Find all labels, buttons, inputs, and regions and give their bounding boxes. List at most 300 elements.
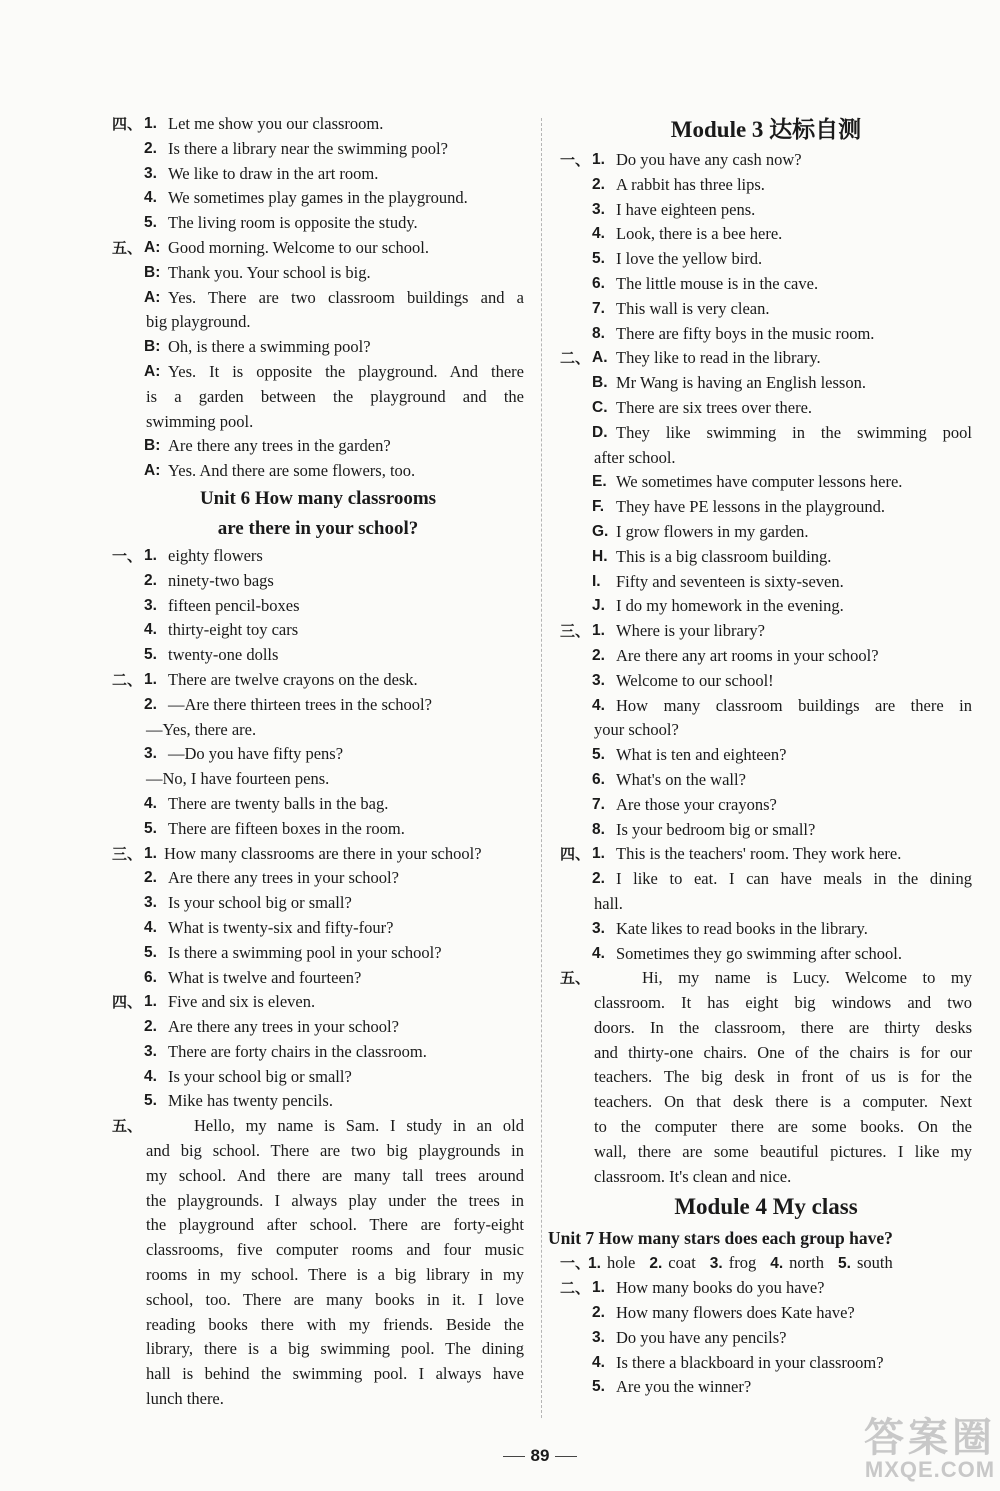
section-marker: 一、	[560, 151, 591, 169]
answer-line	[560, 818, 972, 843]
item-text: and thirty-one chairs. One of the chairs is for our	[594, 1042, 972, 1062]
paragraph-line	[112, 1362, 524, 1387]
item-text: Is there a swimming pool in your school?	[168, 942, 442, 962]
item-text: Welcome to our school!	[616, 670, 774, 690]
item-text: The living room is opposite the study.	[168, 213, 418, 233]
answer-line	[560, 446, 972, 471]
item-text: twenty-one dolls	[168, 645, 279, 665]
answer-line	[560, 173, 972, 198]
item-text: rooms in my school. There is a big library in my	[146, 1265, 524, 1285]
item-text: They have PE lessons in the playground.	[616, 497, 885, 517]
item-text: Do you have any cash now?	[616, 150, 802, 169]
item-number: 5.	[144, 214, 157, 232]
item-text: swimming pool.	[146, 411, 254, 431]
item-number: 7.	[592, 795, 605, 813]
item-text: Is your school big or small?	[168, 1066, 352, 1086]
item-text: fifteen pencil-boxes	[168, 595, 300, 615]
item-text: classroom. It has eight big windows and two	[594, 993, 972, 1013]
answer-line	[560, 421, 972, 446]
item-number: 3.	[144, 894, 157, 912]
answer-line	[112, 643, 524, 668]
answer-line	[112, 236, 524, 261]
answer-line	[560, 644, 972, 669]
item-number: F.	[592, 498, 605, 516]
item-text: hole	[606, 1253, 636, 1273]
item-number: 2.	[592, 1304, 605, 1322]
paragraph-line	[112, 1337, 524, 1362]
item-number: C.	[592, 398, 608, 416]
answer-line	[560, 892, 972, 917]
item-number: 3.	[144, 1042, 157, 1060]
item-number: 2.	[592, 175, 605, 193]
section-marker: 五、	[112, 1117, 143, 1136]
answer-line	[112, 1040, 524, 1065]
item-number: 6.	[592, 770, 605, 788]
paragraph-line	[112, 1263, 524, 1288]
item-text: The little mouse is in the cave.	[616, 273, 819, 293]
item-number: 2.	[144, 139, 157, 157]
item-text: There are fifty boys in the music room.	[616, 323, 875, 343]
answer-line	[112, 211, 524, 236]
item-text: Mike has twenty pencils.	[168, 1091, 333, 1111]
item-number: H.	[592, 547, 608, 565]
item-number: D.	[592, 423, 608, 441]
item-number: 5.	[592, 250, 605, 268]
item-text: reading books there with my friends. Beside the	[146, 1314, 524, 1334]
answer-line	[112, 693, 524, 718]
answer-line	[112, 742, 524, 767]
item-text: I like to eat. I can have meals in the dining	[616, 869, 972, 889]
item-text: I do my homework in the evening.	[616, 596, 844, 616]
paragraph-line	[560, 1140, 972, 1165]
answer-line	[112, 434, 524, 459]
paragraph-line	[560, 1090, 972, 1115]
answer-line	[560, 198, 972, 223]
item-number: A.	[592, 349, 608, 367]
paragraph-line	[112, 1288, 524, 1313]
module-heading: Module 4 My class	[674, 1194, 858, 1220]
answer-line	[112, 718, 524, 743]
item-text: Five and six is eleven.	[168, 992, 316, 1012]
item-text: Mr Wang is having an English lesson.	[616, 373, 866, 393]
answer-line	[112, 261, 524, 286]
item-number: 1.	[144, 115, 157, 132]
item-number: A:	[144, 462, 161, 480]
item-text: Yes. It is opposite the playground. And there	[168, 361, 524, 381]
item-number: 4.	[592, 1353, 605, 1371]
answer-line	[560, 867, 972, 892]
answer-line	[112, 162, 524, 187]
answer-line	[560, 297, 972, 322]
answer-line	[112, 842, 524, 867]
watermark-url: MXQE.COM	[864, 1457, 996, 1482]
answer-line	[112, 1065, 524, 1090]
item-number: A:	[144, 288, 161, 306]
item-number: 2.	[649, 1255, 663, 1273]
paragraph-line	[560, 1115, 972, 1140]
item-text: north	[789, 1253, 824, 1273]
item-number: 4.	[144, 189, 157, 207]
item-text: —Are there thirteen trees in the school?	[168, 694, 432, 714]
answer-line	[560, 743, 972, 768]
paragraph-line	[112, 1189, 524, 1214]
item-number: 1.	[592, 1279, 605, 1297]
item-text: your school?	[594, 720, 679, 740]
item-number: J.	[592, 597, 605, 615]
item-text: Kate likes to read books in the library.	[616, 918, 868, 938]
answer-line	[560, 322, 972, 347]
answer-line	[560, 222, 972, 247]
item-number: 2.	[592, 646, 605, 664]
item-text: and big school. There are two big playgrounds in	[146, 1141, 524, 1161]
item-text: big playground.	[146, 312, 251, 332]
item-text: hall.	[594, 893, 623, 913]
answer-line	[112, 594, 524, 619]
answer-line	[112, 990, 524, 1015]
answer-line	[560, 594, 972, 619]
item-text: We sometimes have computer lessons here.	[616, 472, 903, 492]
item-number: 2.	[144, 695, 157, 713]
item-number: 4.	[144, 1067, 157, 1085]
answer-line	[112, 966, 524, 991]
answer-line	[560, 942, 972, 967]
answer-line	[560, 1375, 972, 1400]
item-number: E.	[592, 473, 607, 491]
answer-line	[560, 694, 972, 719]
item-text: classroom. It's clean and nice.	[594, 1166, 792, 1186]
item-number: 6.	[144, 968, 157, 986]
answer-line	[112, 186, 524, 211]
item-number: 4.	[144, 621, 157, 639]
item-number: G.	[592, 522, 609, 540]
item-text: Let me show you our classroom.	[168, 114, 384, 133]
answer-line	[560, 619, 972, 644]
item-number: 1.	[592, 151, 605, 168]
section-marker: 四、	[112, 993, 143, 1012]
item-number: 1.	[144, 546, 157, 564]
answer-line	[560, 346, 972, 371]
answer-line	[112, 891, 524, 916]
answer-line	[560, 247, 972, 272]
item-text: What's on the wall?	[616, 769, 746, 789]
item-text: Is there a library near the swimming pool?	[168, 138, 448, 158]
item-text: my school. And there are many tall trees around	[146, 1165, 524, 1185]
item-number: 4.	[144, 794, 157, 812]
item-text: This is the teachers' room. They work here.	[616, 844, 902, 864]
item-text: I grow flowers in my garden.	[616, 521, 809, 541]
item-text: Are you the winner?	[616, 1377, 752, 1397]
item-text: They like swimming in the swimming pool	[616, 422, 972, 442]
item-text: Are there any trees in your school?	[168, 1017, 399, 1037]
answer-line	[560, 1301, 972, 1326]
item-text: school, too. There are many books in it. I love	[146, 1289, 524, 1309]
item-text: Look, there is a bee here.	[616, 224, 783, 244]
item-text: There are twenty balls in the bag.	[168, 793, 389, 813]
page-number-dash-left	[503, 1456, 525, 1457]
item-number: 8.	[592, 324, 605, 342]
item-number: 5.	[592, 746, 605, 764]
answer-line	[560, 272, 972, 297]
item-text: Hello, my name is Sam. I study in an old	[194, 1116, 524, 1136]
answer-line	[560, 793, 972, 818]
item-text: the playground after school. There are forty-eight	[146, 1215, 524, 1235]
paragraph-line	[112, 1313, 524, 1338]
item-text: What is twenty-six and fifty-four?	[168, 917, 394, 937]
item-text: What is ten and eighteen?	[616, 745, 787, 765]
paragraph-line	[560, 991, 972, 1016]
item-number: 1.	[588, 1255, 601, 1273]
section-marker: 一、	[560, 1254, 591, 1273]
paragraph-line	[112, 1387, 524, 1412]
item-text: lunch there.	[146, 1389, 224, 1409]
item-text: Do you have any pencils?	[616, 1327, 787, 1347]
answer-line	[560, 966, 972, 991]
item-text: Are there any trees in the garden?	[168, 436, 391, 456]
item-text: Is there a blackboard in your classroom?	[616, 1352, 884, 1372]
item-text: Hi, my name is Lucy. Welcome to my	[642, 968, 972, 988]
item-text: What is twelve and fourteen?	[168, 967, 362, 987]
answer-line	[560, 1326, 972, 1351]
item-text: the playgrounds. I always play under the trees in	[146, 1190, 524, 1210]
item-number: 1.	[144, 844, 157, 862]
paragraph-line	[112, 1213, 524, 1238]
answer-line	[560, 1351, 972, 1376]
item-text: Is your bedroom big or small?	[616, 819, 816, 839]
item-text: Sometimes they go swimming after school.	[616, 943, 902, 963]
item-text: Good morning. Welcome to our school.	[168, 237, 429, 257]
left-column	[112, 112, 524, 1412]
paragraph-line	[560, 1165, 972, 1190]
answer-line	[560, 520, 972, 545]
answer-line	[560, 148, 972, 173]
answer-line	[112, 569, 524, 594]
item-text: This is a big classroom building.	[616, 546, 832, 566]
section-marker: 五、	[560, 969, 591, 988]
item-text: doors. In the classroom, there are thirty desks	[594, 1017, 972, 1037]
answer-line	[112, 1015, 524, 1040]
item-text: south	[856, 1253, 893, 1273]
page-number-text: 89	[530, 1446, 550, 1465]
answer-line	[112, 1089, 524, 1114]
item-number: 8.	[592, 820, 605, 838]
section-marker: 五、	[112, 238, 143, 257]
page-number	[0, 1446, 1000, 1466]
answer-line	[560, 396, 972, 421]
item-text: There are six trees over there.	[616, 397, 813, 417]
section-marker: 三、	[112, 844, 143, 863]
item-text: —Yes, there are.	[146, 719, 257, 739]
item-number: 1.	[592, 845, 605, 863]
answer-line	[560, 1276, 972, 1301]
item-number: 5.	[144, 943, 157, 961]
answer-line	[560, 768, 972, 793]
unit-heading: are there in your school?	[217, 517, 419, 539]
answer-line	[112, 310, 524, 335]
item-text: How many classroom buildings are there in	[616, 695, 972, 715]
answer-line	[112, 459, 524, 484]
item-text: A rabbit has three lips.	[616, 174, 765, 194]
item-text: Yes. And there are some flowers, too.	[168, 461, 416, 481]
paragraph-line	[112, 1139, 524, 1164]
answer-line	[112, 817, 524, 842]
paragraph-line	[560, 1065, 972, 1090]
item-number: 5.	[592, 1378, 605, 1396]
item-number: 4.	[770, 1255, 784, 1273]
section-marker: 二、	[112, 670, 143, 689]
paragraph-line	[560, 1016, 972, 1041]
item-text: ninety-two bags	[168, 570, 274, 590]
item-text: Thank you. Your school is big.	[168, 262, 371, 282]
answer-line	[560, 718, 972, 743]
answer-line	[560, 570, 972, 595]
answer-line	[112, 941, 524, 966]
item-number: 1.	[592, 622, 605, 640]
item-text: Where is your library?	[616, 621, 765, 641]
module-heading: Module 3 达标自测	[670, 117, 862, 142]
item-text: eighty flowers	[168, 545, 263, 565]
item-text: thirty-eight toy cars	[168, 620, 299, 640]
watermark	[864, 1406, 996, 1483]
paragraph-line	[112, 1164, 524, 1189]
item-text: We like to draw in the art room.	[168, 163, 379, 183]
answer-line	[112, 286, 524, 311]
item-number: 4.	[592, 225, 605, 243]
item-number: 1.	[144, 993, 157, 1011]
answer-line	[112, 668, 524, 693]
section-marker: 一、	[112, 546, 143, 565]
item-number: 3.	[592, 671, 605, 689]
section-marker: 四、	[112, 115, 143, 133]
answer-line	[112, 618, 524, 643]
item-number: 3.	[592, 1328, 605, 1346]
answer-line	[112, 385, 524, 410]
item-number: B:	[144, 437, 161, 455]
item-number: 5.	[144, 819, 157, 837]
item-text: Are there any art rooms in your school?	[616, 645, 879, 665]
item-text: after school.	[594, 447, 676, 467]
item-number: 5.	[838, 1255, 851, 1273]
item-text: There are fifteen boxes in the room.	[168, 818, 405, 838]
item-number: 1.	[144, 670, 157, 688]
section-marker: 二、	[560, 1279, 591, 1298]
answer-line	[112, 866, 524, 891]
item-number: 3.	[592, 200, 605, 218]
answer-line	[560, 470, 972, 495]
item-text: How many books do you have?	[616, 1278, 825, 1298]
item-text: to the computer there are some books. On the	[594, 1117, 972, 1137]
item-number: 3.	[709, 1255, 723, 1273]
item-number: 6.	[592, 274, 605, 292]
answer-line	[112, 916, 524, 941]
answer-line	[560, 495, 972, 520]
item-number: 4.	[592, 696, 605, 714]
answer-line	[112, 112, 524, 137]
item-number: 3.	[144, 745, 157, 763]
answer-line	[112, 544, 524, 569]
item-number: 3.	[144, 164, 157, 182]
item-number: 3.	[592, 919, 605, 937]
item-text: coat	[668, 1253, 696, 1273]
answer-line	[112, 792, 524, 817]
item-text: How many flowers does Kate have?	[616, 1303, 855, 1323]
item-number: 2.	[592, 870, 605, 888]
item-text: I love the yellow bird.	[616, 249, 763, 269]
item-number: B.	[592, 374, 608, 392]
watermark-logo: 答案圈	[864, 1416, 996, 1460]
section-marker: 三、	[560, 622, 591, 641]
page-number-dash-right	[555, 1456, 577, 1457]
answer-line	[112, 410, 524, 435]
answer-line	[560, 917, 972, 942]
item-text: This wall is very clean.	[616, 298, 770, 318]
item-number: 2.	[144, 1018, 157, 1036]
answer-line	[560, 371, 972, 396]
item-text: Are those your crayons?	[616, 794, 777, 814]
item-number: A:	[144, 238, 161, 256]
answer-line	[560, 545, 972, 570]
answer-line	[112, 335, 524, 360]
answer-line	[112, 137, 524, 162]
item-text: frog	[728, 1253, 757, 1273]
item-text: Yes. There are two classroom buildings and a	[168, 287, 524, 307]
section-marker: 四、	[560, 845, 591, 864]
answer-line	[112, 1114, 524, 1139]
item-number: 4.	[592, 944, 605, 962]
item-number: 5.	[144, 646, 157, 664]
answer-line	[560, 669, 972, 694]
answer-line	[560, 842, 972, 867]
answer-items	[588, 1251, 907, 1277]
answer-row	[560, 1251, 972, 1276]
item-text: —Do you have fifty pens?	[168, 744, 344, 764]
item-text: They like to read in the library.	[616, 348, 821, 368]
item-text: Fifty and seventeen is sixty-seven.	[616, 571, 844, 591]
item-text: hall is behind the swimming pool. I always have	[146, 1364, 524, 1384]
unit-heading: Unit 6 How many classrooms	[199, 487, 437, 509]
paragraph-line	[560, 1041, 972, 1066]
item-text: —No, I have fourteen pens.	[146, 769, 330, 789]
item-text: We sometimes play games in the playground.	[168, 188, 468, 208]
item-text: teachers. On that desk there is a computer. Next	[594, 1092, 972, 1112]
item-text: How many classrooms are there in your school?	[164, 843, 482, 863]
item-text: classrooms, five computer rooms and four music	[146, 1240, 524, 1260]
unit-heading: Unit 7 How many stars does each group have?	[548, 1228, 893, 1249]
item-number: 5.	[144, 1092, 157, 1110]
right-column	[548, 112, 972, 1400]
item-number: 4.	[144, 918, 157, 936]
item-text: Oh, is there a swimming pool?	[168, 337, 371, 357]
item-text: wall, there are some beautiful pictures. I like my	[594, 1141, 972, 1161]
item-number: A:	[144, 362, 161, 380]
item-text: is a garden between the playground and the	[146, 386, 524, 406]
item-text: I have eighteen pens.	[616, 199, 756, 219]
column-divider	[541, 118, 542, 1418]
item-text: There are twelve crayons on the desk.	[168, 669, 418, 689]
item-number: 2.	[144, 571, 157, 589]
item-text: library, there is a big swimming pool. The dining	[146, 1339, 524, 1359]
answer-line	[112, 360, 524, 385]
item-number: 3.	[144, 596, 157, 614]
answer-line	[112, 767, 524, 792]
item-number: 7.	[592, 299, 605, 317]
item-number: B:	[144, 263, 161, 281]
item-text: teachers. The big desk in front of us is for the	[594, 1067, 972, 1087]
item-text: There are forty chairs in the classroom.	[168, 1041, 427, 1061]
item-text: Is your school big or small?	[168, 893, 352, 913]
section-marker: 二、	[560, 349, 591, 368]
item-text: Are there any trees in your school?	[168, 868, 399, 888]
item-number: I.	[592, 572, 601, 590]
